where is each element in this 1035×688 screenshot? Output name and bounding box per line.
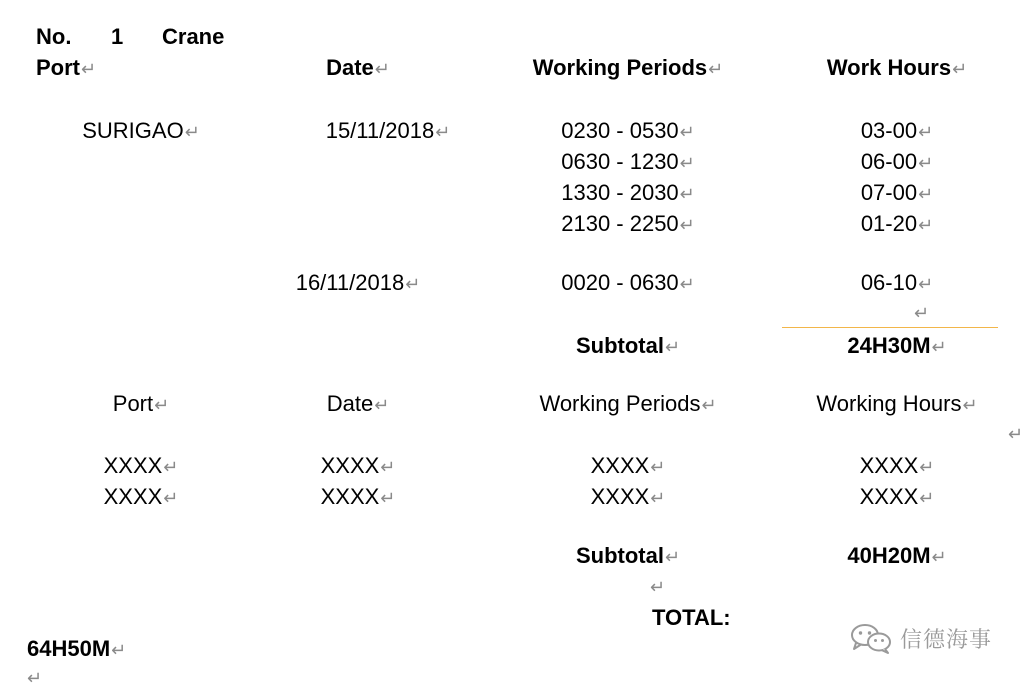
watermark-text: 信德海事	[900, 627, 993, 653]
paragraph-mark: ↵	[184, 122, 200, 142]
paragraph-mark: ↵	[380, 457, 396, 477]
t1-hours-4: 01-20↵	[860, 211, 934, 236]
paragraph-mark: ↵	[679, 215, 695, 235]
t2-row-2-date: XXXX↵	[320, 484, 396, 509]
t1-period-2: 0630 - 1230↵	[561, 149, 695, 174]
paragraph-mark: ↵	[380, 488, 396, 508]
paragraph-mark: ↵	[664, 547, 681, 567]
subtotal-rule	[782, 327, 998, 328]
paragraph-mark: ↵	[919, 457, 935, 477]
t1-hours-2: 06-00↵	[860, 149, 934, 174]
paragraph-mark: ↵	[918, 184, 934, 204]
paragraph-mark: ↵	[679, 122, 695, 142]
t2-header-hours: Working Hours↵	[816, 391, 978, 416]
t1-period-4: 2130 - 2250↵	[561, 211, 695, 236]
paragraph-mark: ↵	[952, 59, 968, 79]
paragraph-mark: ↵	[919, 488, 935, 508]
t1-header-port: Port↵	[36, 55, 97, 80]
t2-header-date: Date↵	[326, 391, 390, 416]
t1-hours-1: 03-00↵	[860, 118, 934, 143]
paragraph-mark: ↵	[374, 59, 390, 79]
paragraph-mark: ↵	[1008, 424, 1024, 444]
paragraph-mark: ↵	[154, 395, 170, 415]
t1-period-3: 1330 - 2030↵	[561, 180, 695, 205]
t1-subtotal-value: 24H30M↵	[847, 333, 947, 358]
t2-subtotal-value: 40H20M↵	[847, 543, 947, 568]
total-value: 64H50M↵	[27, 636, 127, 661]
watermark-logo	[848, 622, 992, 654]
t1-date-2: 16/11/2018↵	[295, 270, 421, 295]
paragraph-mark: ↵	[931, 547, 947, 567]
paragraph-mark: ↵	[650, 488, 666, 508]
paragraph-mark: ↵	[708, 59, 724, 79]
paragraph-mark: ↵	[163, 488, 179, 508]
paragraph-mark: ↵	[679, 184, 695, 204]
paragraph-mark: ↵	[679, 274, 695, 294]
wechat-icon	[848, 622, 894, 654]
crane-no-label: No.	[36, 24, 72, 49]
paragraph-mark: ↵	[918, 153, 934, 173]
t1-hours-3: 07-00↵	[860, 180, 934, 205]
paragraph-mark: ↵	[918, 215, 934, 235]
paragraph-mark: ↵	[914, 303, 930, 323]
t2-subtotal-label: Subtotal↵	[575, 543, 681, 568]
paragraph-mark: ↵	[650, 457, 666, 477]
paragraph-mark: ↵	[918, 274, 934, 294]
t1-subtotal-label: Subtotal↵	[575, 333, 681, 358]
t2-header-port: Port↵	[112, 391, 170, 416]
t1-header-date: Date↵	[326, 55, 390, 80]
crane-no-value: 1	[111, 24, 124, 49]
paragraph-mark: ↵	[81, 59, 97, 79]
paragraph-mark: ↵	[650, 577, 666, 597]
t1-date-1: 15/11/2018↵	[325, 118, 451, 143]
paragraph-mark: ↵	[679, 153, 695, 173]
paragraph-mark: ↵	[374, 395, 390, 415]
t1-hours-5: 06-10↵	[860, 270, 934, 295]
paragraph-mark: ↵	[962, 395, 978, 415]
t2-header-periods: Working Periods↵	[539, 391, 717, 416]
t2-row-1-hours: XXXX↵	[859, 453, 935, 478]
t1-period-5: 0020 - 0630↵	[561, 270, 695, 295]
t2-row-2-period: XXXX↵	[590, 484, 666, 509]
paragraph-mark: ↵	[435, 122, 451, 142]
paragraph-mark: ↵	[111, 640, 127, 660]
t2-row-2-hours: XXXX↵	[859, 484, 935, 509]
t1-period-1: 0230 - 0530↵	[561, 118, 695, 143]
paragraph-mark: ↵	[931, 337, 947, 357]
crane-label: Crane	[162, 24, 225, 49]
paragraph-mark: ↵	[163, 457, 179, 477]
t1-header-hours: Work Hours↵	[826, 55, 968, 80]
paragraph-mark: ↵	[701, 395, 717, 415]
t1-header-periods: Working Periods↵	[532, 55, 724, 80]
paragraph-mark: ↵	[405, 274, 421, 294]
paragraph-mark: ↵	[918, 122, 934, 142]
total-label: TOTAL:	[652, 605, 731, 630]
paragraph-mark: ↵	[27, 668, 43, 688]
paragraph-mark: ↵	[664, 337, 681, 357]
t1-port: SURIGAO↵	[82, 118, 200, 143]
t2-row-1-date: XXXX↵	[320, 453, 396, 478]
t2-row-1-port: XXXX↵	[103, 453, 179, 478]
t2-row-2-port: XXXX↵	[103, 484, 179, 509]
t2-row-1-period: XXXX↵	[590, 453, 666, 478]
